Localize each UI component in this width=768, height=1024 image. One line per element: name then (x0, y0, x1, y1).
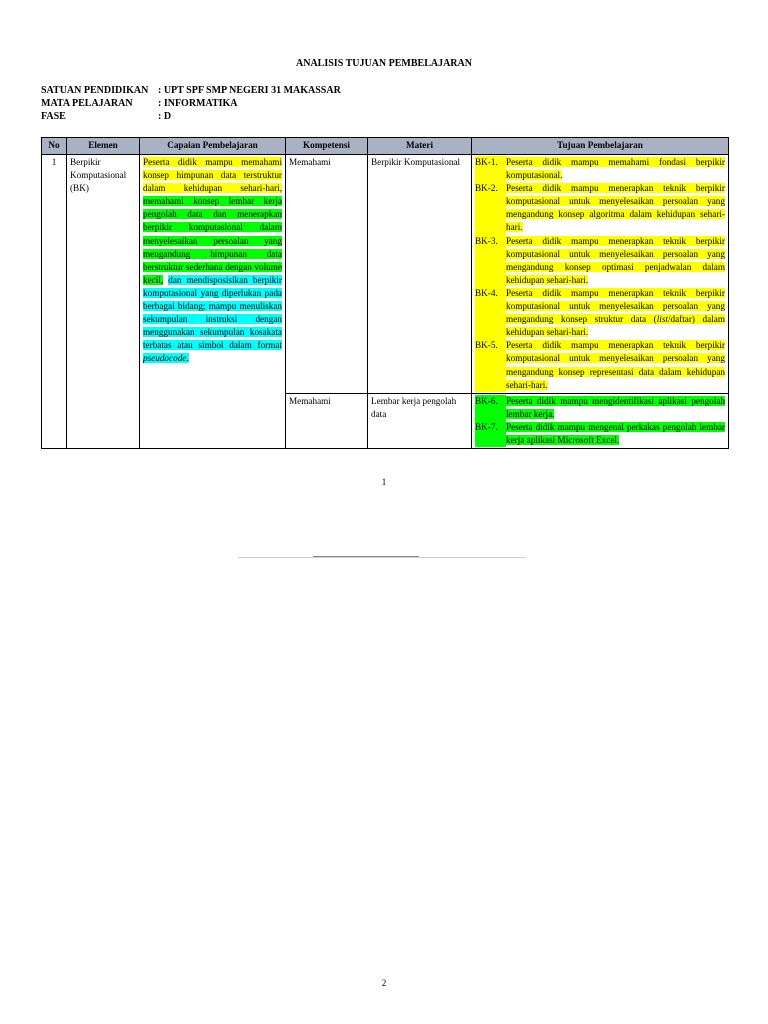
capaian-text-yellow: Peserta didik mampu memahami konsep himpunan data terstruktur dalam kehidupan sehari-hari, (143, 157, 282, 194)
tujuan-item (475, 287, 725, 339)
capaian-text-cyan-b: . (186, 353, 189, 364)
cell-materi-2: Lembar kerja pengolah data (368, 393, 472, 448)
meta-value: : D (158, 111, 172, 122)
capaian-text-italic: pseudocode (143, 353, 187, 364)
meta-row-mapel (41, 97, 341, 110)
cell-materi-1: Berpikir Komputasional (368, 155, 472, 394)
document-title: ANALISIS TUJUAN PEMBELAJARAN (296, 58, 472, 69)
tujuan-text: Peserta didik mampu mengenal perkakas pengolah lembar kerja aplikasi Microsoft Excel. (506, 421, 725, 445)
tujuan-text: Peserta didik mampu menerapkan teknik berpikir komputasional untuk menyelesaikan persoalan yang mengandung konsep optimasi penjadwalan dalam kehidupan sehari-hari. (506, 235, 725, 285)
tujuan-text: Peserta didik mampu menerapkan teknik berpikir komputasional untuk menyelesaikan persoalan yang mengandung konsep algoritma dalam kehidupan sehari-hari. (506, 183, 725, 233)
tujuan-code: BK-3. (475, 235, 506, 287)
capaian-text-cyan-a: dan mendisposisikan berpikir komputasional yang diperlukan pada berbagai bidang; mampu menuliskan sekumpulan instruksi dengan menggunakan sekumpulan kosakata terbatas atau simbol dalam format (143, 274, 282, 351)
table-row (42, 155, 729, 394)
tujuan-text-wrap (506, 182, 725, 234)
tujuan-text-wrap (506, 235, 725, 287)
meta-key: FASE (41, 111, 66, 122)
tujuan-text: Peserta didik mampu menerapkan teknik berpikir komputasional untuk menyelesaikan persoalan yang mengandung konsep representasi data dalam kehidupan sehari-hari. (506, 340, 725, 390)
meta-row-satuan (41, 84, 341, 97)
cell-tujuan-1 (472, 155, 729, 394)
tujuan-code: BK-4. (475, 287, 506, 339)
cell-kompetensi-2: Memahami (286, 393, 368, 448)
tujuan-item (475, 421, 725, 447)
tujuan-text: Peserta didik mampu memahami fondasi berpikir komputasional. (506, 157, 725, 181)
tujuan-text-wrap (506, 339, 725, 391)
page-separator (238, 557, 526, 558)
tujuan-text-wrap (506, 421, 725, 447)
tujuan-item (475, 156, 725, 182)
meta-key: SATUAN PENDIDIKAN (41, 85, 149, 96)
tujuan-item (475, 395, 725, 421)
cell-no: 1 (42, 155, 67, 449)
cell-kompetensi-1: Memahami (286, 155, 368, 394)
tujuan-text-wrap (506, 395, 725, 421)
page-number-2: 2 (381, 978, 387, 988)
tujuan-code: BK-6. (475, 395, 506, 421)
tujuan-item (475, 235, 725, 287)
page-number-1: 1 (381, 477, 387, 487)
meta-key: MATA PELAJARAN (41, 98, 133, 109)
tujuan-text: Peserta didik mampu mengidentifikasi aplikasi pengolah lembar kerja. (506, 395, 725, 419)
meta-value: : UPT SPF SMP NEGERI 31 MAKASSAR (158, 85, 341, 96)
header-tujuan: Tujuan Pembelajaran (472, 138, 729, 155)
document-meta (41, 84, 341, 123)
cell-elemen: Berpikir Komputasional (BK) (67, 155, 140, 449)
tujuan-code: BK-1. (475, 156, 506, 182)
meta-value: : INFORMATIKA (158, 98, 238, 109)
header-kompetensi: Kompetensi (286, 138, 368, 155)
table-header-row (42, 138, 729, 155)
tujuan-text-italic: list (656, 314, 668, 325)
header-elemen: Elemen (67, 138, 140, 155)
cell-tujuan-2 (472, 393, 729, 448)
tujuan-text (506, 288, 725, 337)
header-materi: Materi (368, 138, 472, 155)
header-capaian: Capaian Pembelajaran (140, 138, 286, 155)
cell-capaian (140, 155, 286, 449)
page-separator-mark (313, 556, 419, 557)
tujuan-text-wrap (506, 156, 725, 182)
tujuan-text-wrap (506, 287, 725, 339)
tujuan-item (475, 339, 725, 391)
tujuan-code: BK-5. (475, 339, 506, 391)
analysis-table (41, 137, 729, 449)
tujuan-item (475, 182, 725, 234)
tujuan-text-a: Peserta didik mampu menerapkan teknik berpikir komputasional untuk menyelesaikan persoalan yang mengandung konsep struktur data ( (506, 287, 725, 325)
tujuan-code: BK-2. (475, 182, 506, 234)
capaian-text-green: memahami konsep lembar kerja pengolah data dan menerapkan berpikir komputasional dalam menyelesaikan persoalan yang mengandung himpunan data berstruktur sederhana dengan volume kecil, (143, 196, 282, 285)
meta-row-fase (41, 110, 341, 123)
capaian-text-cyan (143, 275, 282, 364)
tujuan-text-b: /daftar) dalam kehidupan sehari-hari. (506, 314, 726, 338)
tujuan-code: BK-7. (475, 421, 506, 447)
header-no: No (42, 138, 67, 155)
